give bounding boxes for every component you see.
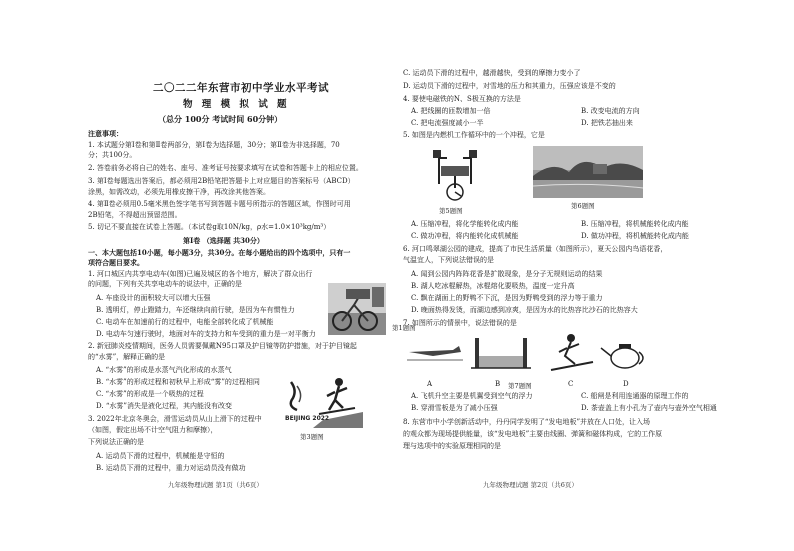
fig7-label: D	[623, 380, 629, 388]
q5-option: C. 做功冲程，将内能转化成机械能	[411, 232, 519, 240]
note-line: 2B铅笔，不得超出预留范围。	[88, 211, 182, 219]
note-line: 1. 本试题分第Ⅰ卷和第Ⅱ卷两部分，第Ⅰ卷为选择题，30分；第Ⅱ卷为非选择题，70	[88, 141, 340, 149]
engine-cylinder-figure	[425, 144, 485, 204]
park-photo-figure	[533, 146, 643, 198]
skier-figure	[283, 376, 363, 428]
q6-option: B. 湖人吃冰棍解热，冰棍熔化要吸热，温度一定升高	[411, 282, 575, 290]
q2-option: A. “水雾”的形成是水蒸气汽化形成的水蒸气	[96, 366, 232, 374]
q3-option: D. 运动员下滑的过程中，对雪地的压力和其重力，压强应该是不变的	[403, 82, 616, 90]
exam-subtitle: 物 理 模 拟 试 题	[183, 99, 290, 110]
question-1: 1. 河口城区内共享电动车(如图)已遍及城区的各个地方，解决了群众出行	[88, 270, 313, 278]
page-footer: 九年级物理试题 第2页（共6页）	[483, 481, 578, 489]
section-instructions: 项符合题目要求。	[88, 258, 144, 267]
fig3-caption: 第3题图	[300, 433, 324, 441]
q7-option: A. 飞机升空主要是机翼受到空气的浮力	[411, 392, 533, 400]
q7-option: B. 穿滑雪板是为了减小压强	[411, 404, 498, 412]
note-line: 4. 第Ⅱ卷必须用0.5毫米黑色签字笔书写到答题卡题号所指示的答题区域，作图时可用	[88, 200, 351, 208]
question-6: 气温宜人，下列说法错误的是	[403, 256, 494, 264]
notes-heading: 注意事项：	[88, 129, 123, 138]
score-line: （总分 100分 考试时间 60分钟）	[158, 114, 283, 124]
page-footer: 九年级物理试题 第1页（共6页）	[168, 481, 263, 489]
question-6: 6. 河口鸣翠湖公园的建成，提高了市民生活质量（如图所示），夏天公园内鸟语花香，	[403, 245, 668, 253]
exam-title: 二〇二二年东营市初中学业水平考试	[153, 82, 329, 94]
q3-option: C. 运动员下滑的过程中，越滑越快，受到的摩擦力变小了	[403, 69, 581, 77]
fig7-label: A	[427, 380, 433, 388]
question-8: 8. 东营市中小学创新活动中，丹丹同学发明了“发电地板”并放在人口处，让入场	[403, 418, 651, 426]
question-2: 的“水雾”，解释正确的是	[88, 353, 166, 361]
note-line: 2. 答卷前务必将自己的姓名、座号、准考证号按要求填写在试卷和答题卡上的相应位置。	[88, 164, 363, 172]
question-1: 的问题，下列有关共享电动车的说法中，正确的是	[88, 280, 242, 288]
q2-option: D. “水雾”消失是液化过程，其内能没有改变	[96, 402, 232, 410]
page-left	[88, 58, 428, 498]
q1-option: D. 电动车匀速行驶时，地面对车的支持力和车受到的重力是一对平衡力	[96, 330, 316, 338]
q2-option: C. “水雾”的形成是一个吸热的过程	[96, 390, 204, 398]
q7-option: C. 船闸是利用连通器的原理工作的	[581, 392, 689, 400]
q2-option: B. “水雾”的形成过程和初秋早上形成“雾”的过程相同	[96, 378, 260, 386]
q4-option: C. 把电流强度减小一半	[411, 119, 484, 127]
fig5-caption: 第5题图	[439, 207, 463, 215]
q7-option: D. 茶壶盖上有小孔为了壶内与壶外空气相通	[581, 404, 717, 412]
note-line: 分；共100分。	[88, 151, 137, 159]
q5-option: D. 做功冲程，将机械能转化成内能	[581, 232, 689, 240]
q4-option: D. 把铁芯抽出来	[581, 119, 633, 127]
section-instructions: 一、本大题包括10小题，每小题3分，共30分。在每小题给出的四个选项中，只有一	[88, 248, 351, 257]
question-8: 的观众都为现场提供能量，该“发电地板”主要由线圈、弹簧和磁体构成，它的工作原	[403, 430, 663, 438]
note-line: 3. 第Ⅰ卷每题选出答案后，都必须用2B铅笔把答题卡上对应题目的答案标号（ABCD）	[88, 177, 355, 185]
fig7-caption: 第7题图	[508, 382, 532, 390]
question-4: 4. 要使电磁铁的N、S极互换的方法是	[403, 95, 521, 103]
q6-option: C. 飘在湖面上的野鸭不下沉，是因为野鸭受到的浮力等于重力	[411, 294, 603, 302]
q6-option: D. 晚面热得发烫，而湖边感到凉爽，是因为水的比热容比沙石的比热容大	[411, 306, 638, 314]
q7-scenes-figure	[403, 330, 648, 378]
beijing-2022-logo-text: BEIJING 2022	[285, 415, 330, 422]
q4-option: B. 改变电流的方向	[581, 107, 640, 115]
shared-ebike-figure	[328, 283, 386, 335]
question-8: 理与选项中的实验原理相同的是	[403, 442, 501, 450]
question-3: 3. 2022年北京冬奥会，滑雪运动员从山上滑下的过程中	[88, 415, 262, 423]
question-3: （如图，假定出场不计空气阻力和摩擦），	[88, 426, 218, 434]
fig6-caption: 第6题图	[571, 202, 595, 210]
part-title: 第Ⅰ卷 （选择题 共30分）	[183, 236, 264, 245]
q1-option: C. 电动车在加速前行的过程中，电能全部转化成了机械能	[96, 318, 274, 326]
q3-option: B. 运动员下滑的过程中，重力对运动员没有做功	[96, 464, 246, 472]
question-7: 7. 如图所示的情景中，说法错误的是	[403, 319, 517, 327]
fig7-label: C	[568, 380, 574, 388]
fig7-label: B	[495, 380, 501, 388]
q1-option: B. 透明灯，停止蹬踏力，车还继续向前行驶，是因为车有惯性力	[96, 306, 295, 314]
q3-option: A. 运动员下滑的过程中，机械能是守恒的	[96, 452, 225, 460]
note-line: 5. 切记不要直接在试卷上答题。（本试卷g取10N/kg，ρ水=1.0×10³kg/m³）	[88, 223, 331, 231]
q5-option: B. 压缩冲程，将机械能转化成内能	[581, 220, 689, 228]
question-5: 5. 如图是内燃机工作循环中的一个冲程，它是	[403, 131, 545, 139]
note-line: 涂黑，如需改动，必须先用橡皮擦干净，再改涂其他答案。	[88, 188, 270, 196]
q6-option: A. 闻到公园内阵阵花香是扩散现象，是分子无规则运动的结果	[411, 270, 603, 278]
page-right	[403, 58, 743, 498]
q4-option: A. 把线圈的匝数增加一倍	[411, 107, 491, 115]
fig1-caption: 第1题图	[392, 324, 416, 332]
question-3: 下列说法正确的是	[88, 438, 144, 446]
question-2: 2. 新冠肺炎疫情期间，医务人员需要佩戴N95口罩及护目镜等防护措施，对于护目镜起	[88, 342, 357, 350]
q1-option: A. 车座设计的面积较大可以增大压强	[96, 294, 211, 302]
q5-option: A. 压缩冲程，将化学能转化成内能	[411, 220, 519, 228]
